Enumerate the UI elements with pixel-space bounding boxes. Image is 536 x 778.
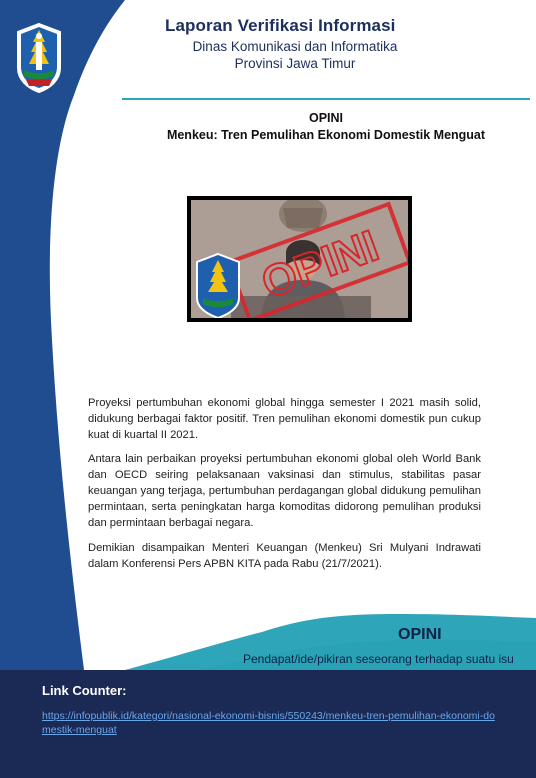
- article-photo: [187, 196, 412, 322]
- label-title: OPINI: [398, 626, 442, 643]
- stamp-text: OPINI: [255, 221, 385, 309]
- report-subtitle: [165, 38, 425, 72]
- link-counter-label: Link Counter:: [42, 683, 127, 698]
- article-paragraph-3: Demikian disampaikan Menteri Keuangan (Menkeu) Sri Mulyani Indrawati dalam Konferensi Pers APBN KITA pada Rabu (21/7/2021).: [88, 542, 481, 570]
- east-java-emblem-icon: [16, 22, 62, 94]
- label-definition: Pendapat/ide/pikiran seseorang terhadap suatu isu: [243, 652, 514, 666]
- header-divider: [122, 98, 530, 100]
- agency-name: Dinas Komunikasi dan Informatika: [192, 39, 398, 54]
- article-paragraph-1: Proyeksi pertumbuhan ekonomi global hingga semester I 2021 masih solid, didukung berbagai faktor positif. Tren pemulihan ekonomi domestik pun cukup kuat di kuartal II 2021.: [88, 397, 481, 441]
- opini-stamp: [191, 200, 408, 318]
- report-title: Laporan Verifikasi Informasi: [165, 16, 396, 35]
- article-headline: Menkeu: Tren Pemulihan Ekonomi Domestik Menguat: [166, 128, 486, 142]
- source-link[interactable]: https://infopublik.id/kategori/nasional-ekonomi-bisnis/550243/menkeu-tren-pemulihan-ekonomi-domestik-menguat: [42, 710, 495, 736]
- article-category: OPINI: [308, 111, 344, 125]
- province-name: Provinsi Jawa Timur: [234, 56, 356, 71]
- article-paragraph-2: Antara lain perbaikan proyeksi pertumbuhan ekonomi global oleh World Bank dan OECD seiring pelaksanaan vaksinasi dan stimulus, stabilitas pasar keuangan yang terjaga, pertumbuhan perdagangan global didukung pemulihan permintaan, serta peningkatan harga komoditas didorong pemulihan produksi dan permintaan berbagai negara.: [88, 453, 481, 529]
